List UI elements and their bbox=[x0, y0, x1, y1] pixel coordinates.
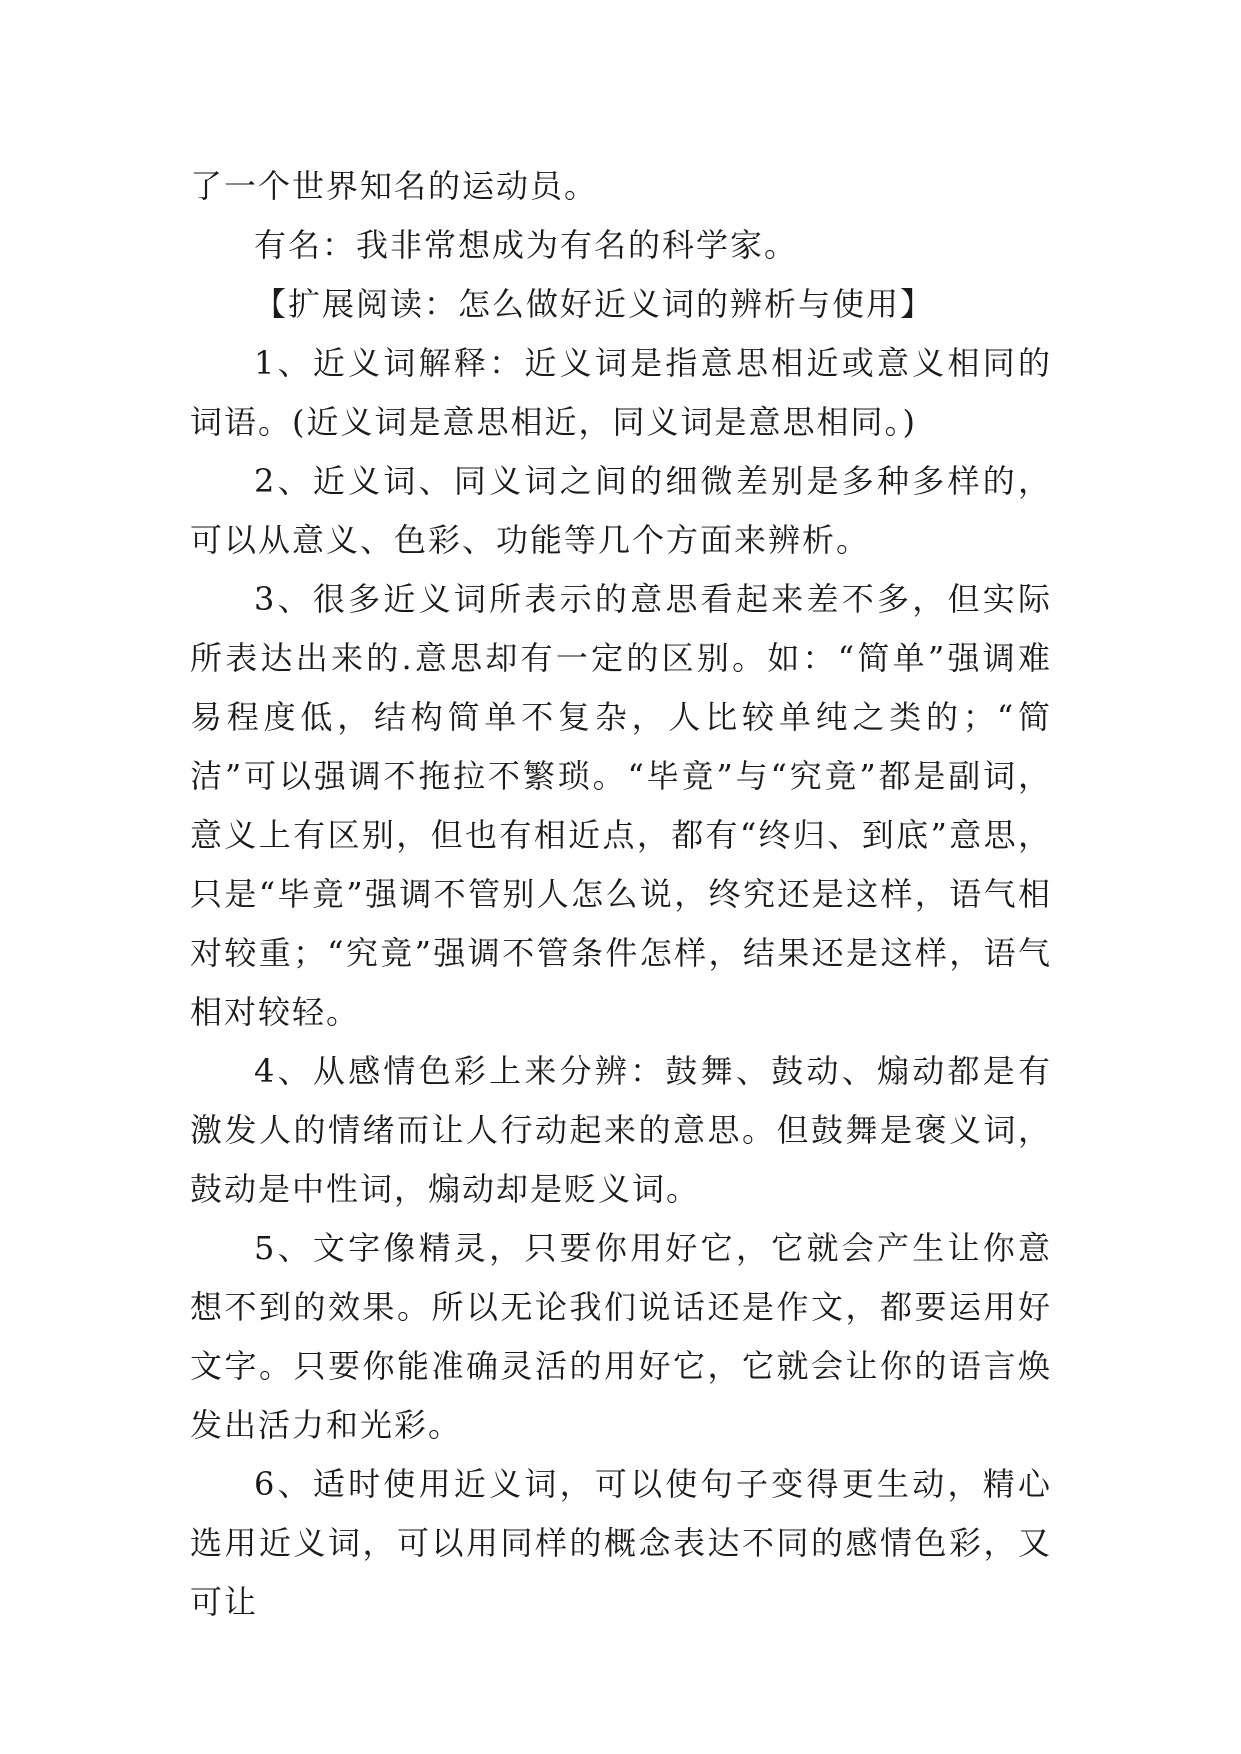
paragraph-item-1: 1、近义词解释：近义词是指意思相近或意义相同的词语。(近义词是意思相近，同义词是意思相同。) bbox=[190, 344, 1052, 441]
paragraph-example-youming: 有名：我非常想成为有名的科学家。 bbox=[254, 226, 799, 264]
section-heading: 【扩展阅读：怎么做好近义词的辨析与使用】 bbox=[254, 285, 935, 323]
paragraph-continuation: 了一个世界知名的运动员。 bbox=[190, 167, 599, 205]
paragraph-item-5: 5、文字像精灵，只要你用好它，它就会产生让你意想不到的效果。所以无论我们说话还是作文，都要运用好文字。只要你能准确灵活的用好它，它就会让你的语言焕发出活力和光彩。 bbox=[190, 1229, 1052, 1444]
paragraph-item-6: 6、适时使用近义词，可以使句子变得更生动，精心选用近义词，可以用同样的概念表达不同的感情色彩，又可让 bbox=[190, 1465, 1052, 1621]
paragraph-item-2: 2、近义词、同义词之间的细微差别是多种多样的，可以从意义、色彩、功能等几个方面来辨析。 bbox=[190, 462, 1052, 559]
paragraph-item-4: 4、从感情色彩上来分辨：鼓舞、鼓动、煽动都是有激发人的情绪而让人行动起来的意思。但鼓舞是褒义词，鼓动是中性词，煽动却是贬义词。 bbox=[190, 1052, 1052, 1208]
document-body bbox=[190, 157, 1052, 1632]
paragraph-item-3: 3、很多近义词所表示的意思看起来差不多，但实际所表达出来的.意思却有一定的区别。如：“简单”强调难易程度低，结构简单不复杂，人比较单纯之类的；“简洁”可以强调不拖拉不繁琐。“毕竟”与“究竟”都是副词，意义上有区别，但也有相近点，都有“终归、到底”意思，只是“毕竟”强调不管别人怎么说，终究还是这样，语气相对较重；“究竟”强调不管条件怎样，结果还是这样，语气相对较轻。 bbox=[190, 580, 1052, 1031]
